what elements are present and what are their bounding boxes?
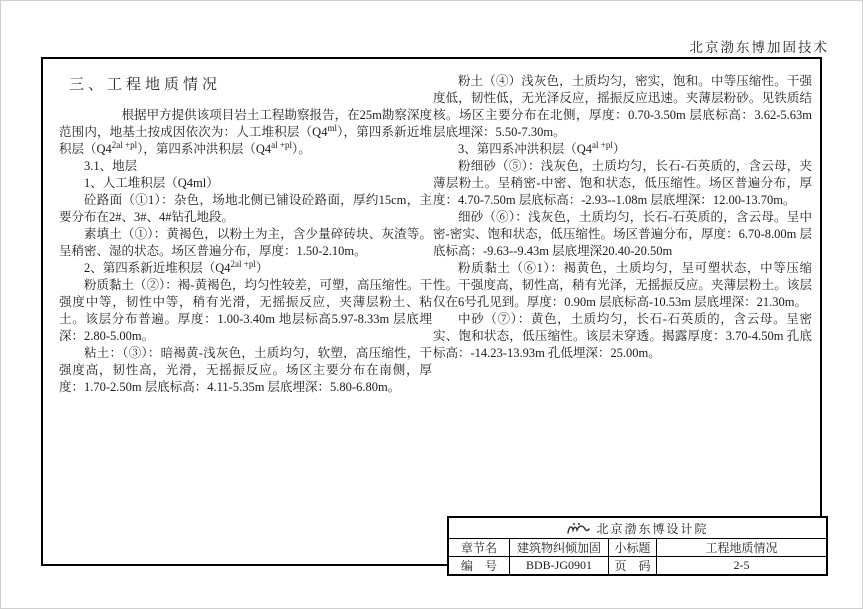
right-column	[433, 73, 812, 362]
number-label: 编 号	[460, 559, 497, 573]
chapter-label: 章节名	[460, 541, 497, 555]
title-block	[447, 516, 828, 576]
paragraph: 2、第四系新近堆积层$(Q4^{2al +pl})$	[84, 258, 269, 275]
institute-name: 北京渤东博设计院	[596, 521, 709, 536]
paragraph: 1、人工堆积层（Q4ml）	[84, 176, 219, 190]
paragraph: 砼路面（①1）：杂色，场地北侧已铺设砼路面，厚约15cm，主要分布在2#、3#、4#钻孔地段。	[59, 193, 432, 224]
title-block-header	[449, 518, 826, 539]
paragraph: 粉细砂（⑤）：浅灰色，土质均匀，长石-石英质的，含云母，夹薄层粉土。呈稍密-中密、饱和状态，低压缩性。场区普遍分布，厚度：4.70-7.50m 层底标高：-2.93--1.08m 层底埋深：12.00-13.70m。	[433, 159, 812, 207]
left-paragraphs	[59, 107, 432, 396]
paragraph: 粉质黏土（②）：褐-黄褐色，均匀性较差，可塑，高压缩性。干强度中等，韧性中等，稍有光滑，无摇振反应，夹薄层粉土、粘土。该层分布普遍。厚度：1.00-3.40m 地层标高5.97-8.33m 层底埋深：2.80-5.00m。	[59, 278, 432, 343]
left-column	[59, 65, 432, 396]
design-institute-logo-icon	[566, 522, 590, 535]
paragraph: 粉土（④）浅灰色，土质均匀，密实，饱和。中等压缩性。干强度低，韧性低，无光泽反应，摇振反应迅速。夹薄层粉砂。见铁质结核。场区主要分布在北侧，厚度：0.70-3.50m 层底标高：3.62-5.63m 层底埋深：5.50-7.30m。	[433, 74, 812, 139]
title-block-row-number	[449, 556, 826, 574]
chapter-value: 建筑物纠倾加固	[509, 539, 608, 556]
right-paragraphs	[433, 73, 812, 362]
number-value: BDB-JG0901	[509, 557, 608, 574]
title-block-row-chapter	[449, 539, 826, 556]
paragraph: 3、第四系冲洪积层$(Q4^{al +pl})$	[458, 139, 626, 156]
paragraph: 根据甲方提供该项目岩土工程勘察报告，在25m勘察深度范围内，地基土按成因依次为：人工堆积层$(Q4^{ml})$，第四系新近堆积层$(Q4^{2al +pl})$，第四系冲洪积层$(Q4^{al +pl})$。	[59, 108, 432, 156]
paragraph: 3.1、地层	[84, 159, 138, 173]
subtitle-label: 小标题	[608, 539, 656, 556]
subtitle-value: 工程地质情况	[656, 539, 826, 556]
page-value: 2-5	[656, 557, 826, 574]
paragraph: 粘土：（③）：暗褐黄-浅灰色，土质均匀，软塑，高压缩性，干强度高，韧性高，光滑，无摇振反应。场区主要分布在南侧，厚度：1.70-2.50m 层底标高：4.11-5.35m 层底埋深：5.80-6.80m。	[59, 346, 432, 394]
paragraph: 粉质黏土（⑥1）：褐黄色，土质均匀，呈可塑状态，中等压缩性。干强度高，韧性高，稍有光泽，无摇振反应。夹薄层粉土。该层仅在6号孔见到。厚度：0.90m 层底标高-10.53m 层底埋深：21.30m。	[433, 261, 812, 309]
content-border-box	[41, 57, 822, 566]
paragraph: 素填土（①）：黄褐色，以粉土为主，含少量碎砖块、灰渣等。呈稍密、湿的状态。场区普遍分布，厚度：1.50-2.10m。	[59, 227, 432, 258]
section-title: 三、工程地质情况	[69, 77, 222, 93]
page-header-company: 北京渤东博加固技术	[689, 40, 829, 55]
paragraph: 细砂（⑥）：浅灰色，土质均匀，长石-石英质的，含云母。呈中密-密实、饱和状态，低压缩性。场区普遍分布，厚度：6.70-8.00m 层底标高：-9.63--9.43m 层底埋深20.40-20.50m	[433, 210, 812, 258]
paragraph: 中砂（⑦）：黄色，土质均匀，长石-石英质的，含云母。呈密实、饱和状态，低压缩性。该层未穿透。揭露厚度：3.70-4.50m 孔底标高：-14.23-13.93m 孔低埋深：25.00m。	[433, 312, 812, 360]
page-label: 页 码	[608, 557, 656, 574]
